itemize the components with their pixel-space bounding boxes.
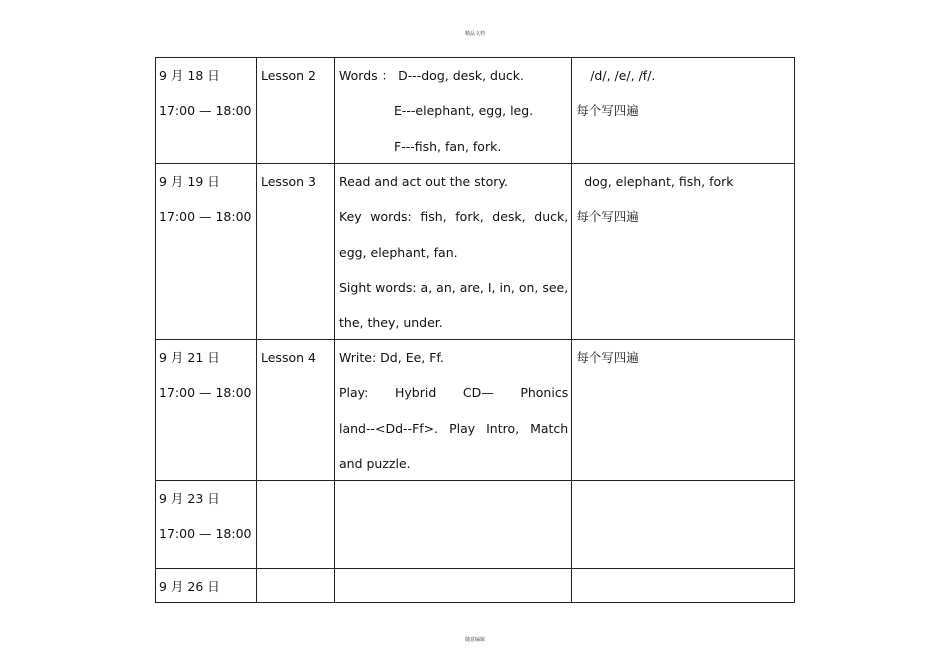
- table-row: [156, 340, 795, 481]
- content-line: and puzzle.: [339, 455, 411, 471]
- table-row: [156, 58, 795, 164]
- homework-cell: [572, 569, 795, 603]
- date-cell: [156, 569, 257, 603]
- time-text: 17:00 — 18:00: [159, 526, 252, 542]
- content-cell: [335, 481, 572, 569]
- date-text: 9 月 21 日: [159, 350, 220, 365]
- date-text: 9 月 26 日: [159, 579, 220, 594]
- content-line: E---elephant, egg, leg.: [394, 103, 534, 119]
- content-line: Play: Hybrid CD— Phonics: [339, 385, 569, 401]
- content-line: egg, elephant, fan.: [339, 244, 458, 260]
- date-text: 9 月 18 日: [159, 68, 220, 83]
- content-line: Key words: fish, fork, desk, duck,: [339, 209, 569, 225]
- homework-cell: [572, 58, 795, 164]
- date-cell: [156, 481, 257, 569]
- date-cell: [156, 164, 257, 340]
- table-row: [156, 481, 795, 569]
- content-cell: [335, 569, 572, 603]
- content-line: F---fish, fan, fork.: [394, 138, 502, 154]
- lesson-plan-table: [155, 57, 795, 603]
- time-text: 17:00 — 18:00: [159, 103, 252, 119]
- content-line: Read and act out the story.: [339, 174, 509, 189]
- date-cell: [156, 58, 257, 164]
- table-row: [156, 569, 795, 603]
- lesson-cell: [257, 164, 335, 340]
- lesson-cell: [257, 58, 335, 164]
- content-line: Sight words: a, an, are, I, in, on, see,: [339, 279, 569, 295]
- table-row: [156, 164, 795, 340]
- content-line: Words ： D---dog, desk, duck.: [339, 68, 524, 83]
- homework-cell: [572, 340, 795, 481]
- time-text: 17:00 — 18:00: [159, 385, 252, 401]
- lesson-text: Lesson 4: [261, 350, 316, 365]
- date-cell: [156, 340, 257, 481]
- homework-line: dog, elephant, fish, fork: [584, 174, 734, 189]
- lesson-text: Lesson 3: [261, 174, 316, 189]
- lesson-cell: [257, 481, 335, 569]
- date-text: 9 月 23 日: [159, 491, 220, 506]
- content-line: Write: Dd, Ee, Ff.: [339, 350, 444, 365]
- content-line: the, they, under.: [339, 315, 443, 331]
- time-text: 17:00 — 18:00: [159, 209, 252, 225]
- homework-cell: [572, 481, 795, 569]
- homework-cell: [572, 164, 795, 340]
- lesson-text: Lesson 2: [261, 68, 316, 83]
- content-cell: [335, 340, 572, 481]
- date-text: 9 月 19 日: [159, 174, 220, 189]
- content-cell: [335, 164, 572, 340]
- lesson-cell: [257, 340, 335, 481]
- homework-line: /d/, /e/, /f/.: [590, 68, 656, 83]
- content-line: land--<Dd--Ff>. Play Intro, Match: [339, 420, 569, 436]
- content-cell: [335, 58, 572, 164]
- page-footer: 随意编辑: [464, 637, 485, 643]
- homework-line: 每个写四遍: [576, 103, 639, 119]
- lesson-cell: [257, 569, 335, 603]
- homework-line: 每个写四遍: [576, 209, 639, 225]
- homework-line: 每个写四遍: [576, 350, 639, 365]
- page-header: 精品文档: [464, 31, 485, 37]
